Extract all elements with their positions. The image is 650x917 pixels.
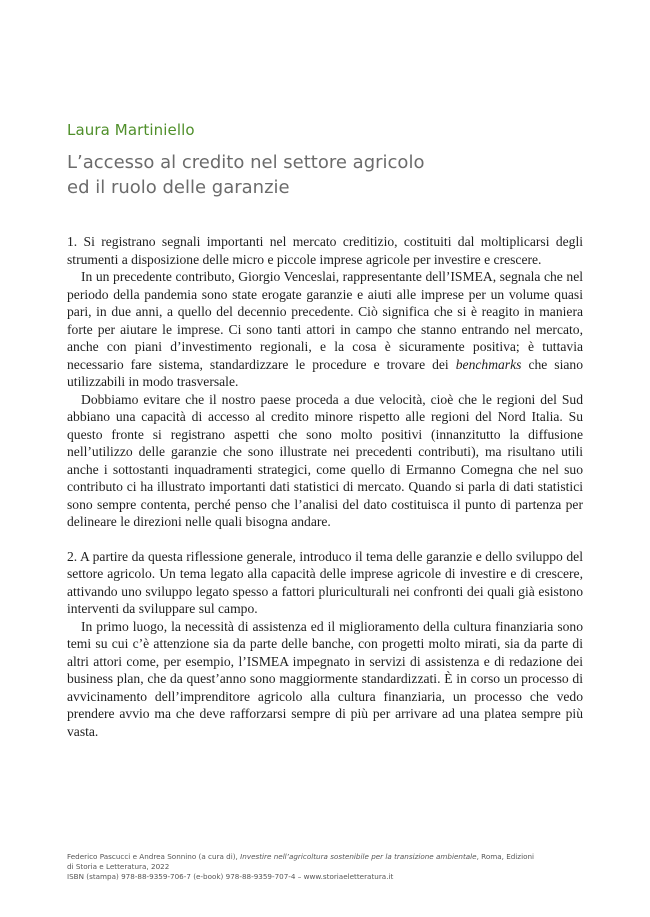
section-gap [67,531,583,548]
footer-line-3: ISBN (stampa) 978-88-9359-706-7 (e-book) 978-88-9359-707-4 – www.storiaeletteratura.it [67,872,394,881]
footer-publisher: , Roma, Edizioni [476,852,535,861]
section-1-paragraph-2 [67,268,583,391]
italic-term: benchmarks [455,356,522,372]
section-1-paragraph-1: 1. Si registrano segnali importanti nel mercato creditizio, costituiti dal moltiplicarsi degli strumenti a disposizione delle micro e piccole imprese agricole per investire e crescere. [67,234,583,267]
chapter-title-line-2: ed il ruolo delle garanzie [67,177,290,198]
chapter-title [67,150,587,200]
footer-line-2: di Storia e Letteratura, 2022 [67,862,170,871]
footer-book-title: Investire nell’agricoltura sostenibile per la transizione ambientale [240,852,477,861]
paragraph-text: che siano utilizzabili in modo trasversale. [67,356,583,389]
chapter-title-line-1: L’accesso al credito nel settore agricolo [67,152,425,173]
paragraph-text: In un precedente contributo, Giorgio Venceslai, rappresentante dell’ISMEA, segnala che nel periodo della pandemia sono state erogate garanzie e aiuti alle imprese per un volume quasi pari, in due anni, a quello del decennio precedente. Ciò significa che si è reagito in maniera forte per aiutare le imprese. Ci sono tanti attori in campo che stanno entrando nel mercato, anche con piani d’investimento regionali, e la cosa è sicuramente positiva; è tuttavia necessario fare sistema, standardizzare le procedure e trovare dei [67,269,583,372]
bibliographic-footer [67,852,597,882]
footer-editors: Federico Pascucci e Andrea Sonnino (a cura di), [67,852,238,861]
chapter-body [67,233,583,740]
author-name: Laura Martiniello [67,121,195,139]
section-2-paragraph-1: 2. A partire da questa riflessione generale, introduco il tema delle garanzie e dello sviluppo del settore agricolo. Un tema legato alla capacità delle imprese agricole di investire e di crescere, attivando uno sviluppo legato spesso a fattori pluriculturali nei confronti dei quali già esistono interventi da sviluppare sul campo. [67,548,583,616]
footer-line-1 [67,852,597,862]
section-2-paragraph-2: In primo luogo, la necessità di assistenza ed il miglioramento della cultura finanziaria sono temi su cui c’è attenzione sia da parte delle banche, con progetti molto mirati, sia da parte di altri attori come, per esempio, l’ISMEA impegnato in servizi di assistenza e di redazione dei business plan, che da quest’anno sono maggiormente standardizzati. È in corso un processo di avvicinamento dell’imprenditore agricolo alla cultura finanziaria, un processo che vedo prendere avvio ma che deve rafforzarsi sempre di più per arrivare ad una platea sempre più vasta. [67,618,583,739]
section-1-paragraph-3: Dobbiamo evitare che il nostro paese proceda a due velocità, cioè che le regioni del Sud abbiano una capacità di accesso al credito minore rispetto alle regioni del Nord Italia. Su questo fronte si registrano aspetti che sono molto positivi (innanzitutto la diffusione nell’utilizzo delle garanzie che sono illustrate nei precedenti contributi), ma risultano utili anche i sottostanti inquadramenti strategici, come quello di Ermanno Comegna che nel suo contributo ci ha illustrato importanti dati statistici di mercato. Quando si parla di dati statistici sono sempre contenta, perché penso che l’analisi del dato costituisca il punto di partenza per delineare le direzioni nelle quali bisogna andare. [67,391,583,529]
